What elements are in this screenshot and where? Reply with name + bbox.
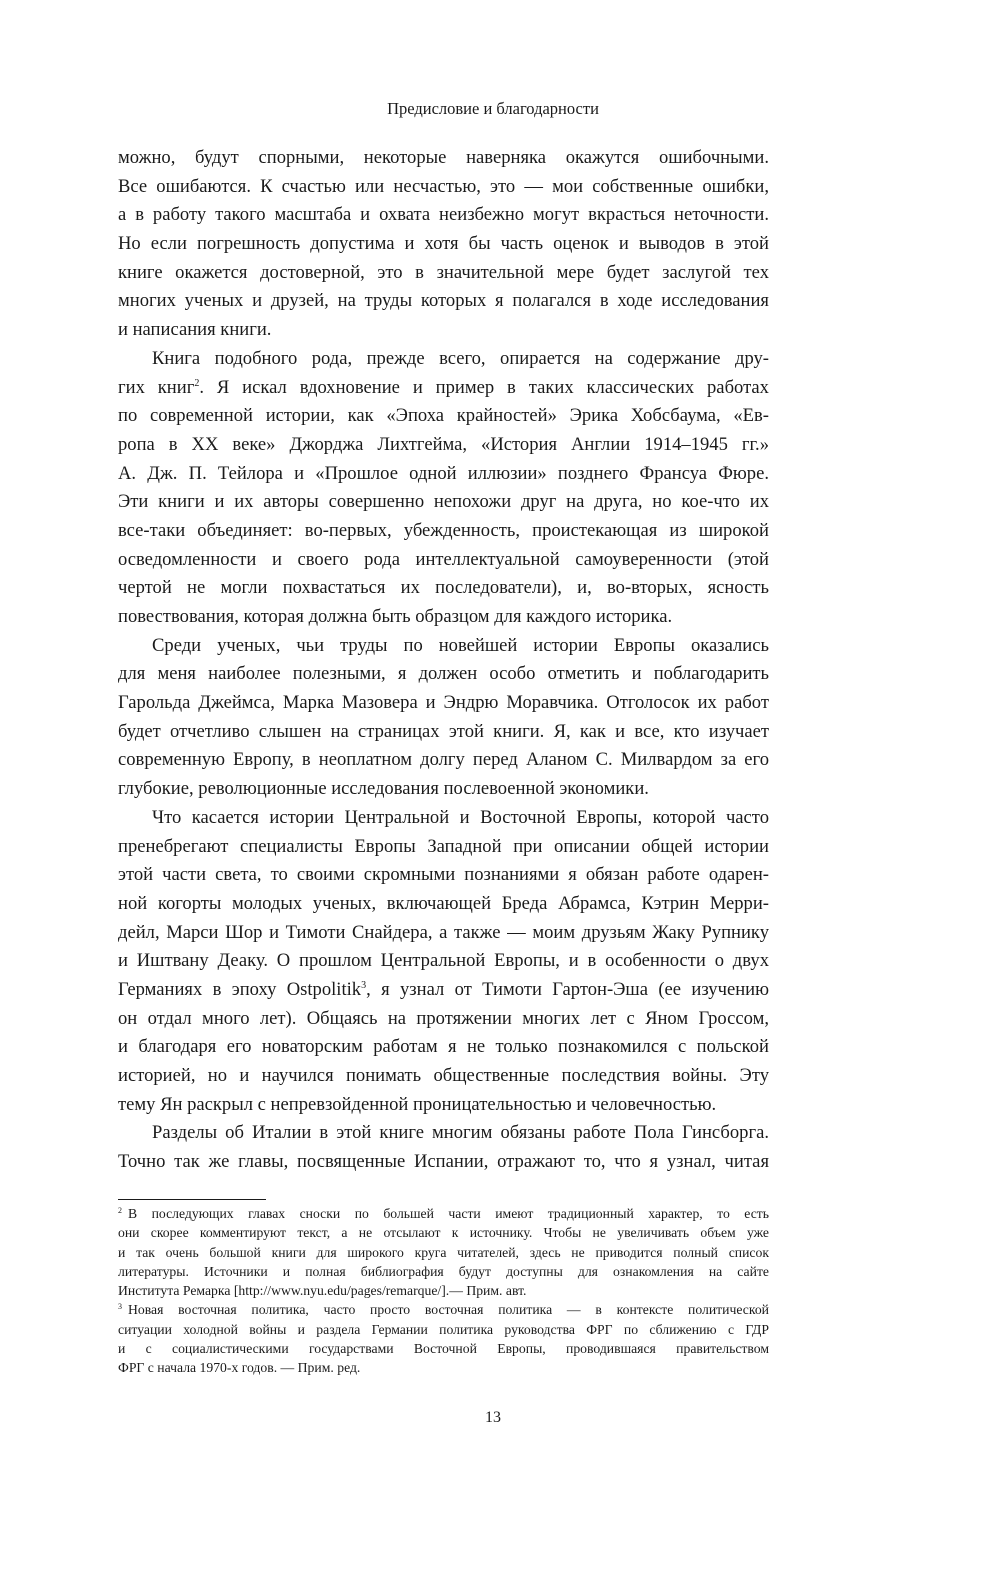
footnote-number: 2 bbox=[118, 1206, 122, 1215]
footnote-line: они скорее комментируют текст, а не отсылают к источнику. Чтобы не увеличивать объем уже bbox=[118, 1225, 769, 1241]
footnote-line: литературы. Источники и полная библиография будут доступны для ознакомления на сайте bbox=[118, 1263, 769, 1279]
text-line: ной когорты молодых ученых, включающей Бреда Абрамса, Кэтрин Мерри- bbox=[118, 892, 769, 914]
text-line: все-таки объединяет: во-первых, убежденность, проистекающая из широкой bbox=[118, 519, 769, 541]
footnote-number: 3 bbox=[118, 1302, 122, 1312]
text-line: этой части света, то своими скромными познаниями я обязан работе одарен- bbox=[118, 864, 769, 886]
text-line: тему Ян раскрыл с непревзойденной проницательностью и человечностью. bbox=[118, 1093, 717, 1115]
text-line: многих ученых и друзей, на труды которых я полагался в ходе исследования bbox=[118, 290, 769, 312]
text-line: и благодаря его новаторским работам я не только познакомился с польской bbox=[118, 1036, 769, 1058]
text-line: Все ошибаются. К счастью или несчастью, это — мои собственные ошибки, bbox=[118, 175, 769, 197]
text-line: пренебрегают специалисты Европы Западной при описании общей истории bbox=[118, 835, 769, 857]
footnote-separator bbox=[118, 1199, 266, 1200]
text-line: дейл, Марси Шор и Тимоти Снайдера, а также — моим друзьям Жаку Рупнику bbox=[118, 921, 769, 943]
running-head: Предисловие и благодарности bbox=[387, 99, 599, 118]
text-line: можно, будут спорными, некоторые наверняка окажутся ошибочными. bbox=[118, 147, 769, 168]
text-line: и Иштвану Деаку. О прошлом Центральной Европы, и в особенности о двух bbox=[118, 950, 769, 972]
footnote-line: $^2$ В последующих главах сноски по большей части имеют традиционный характер, то есть bbox=[118, 1206, 769, 1221]
text-line: Разделы об Италии в этой книге многим обязаны работе Пола Гинсборга. bbox=[152, 1122, 769, 1144]
text-line: Точно так же главы, посвященные Испании, отражают то, что я узнал, читая bbox=[118, 1151, 769, 1173]
footnote-line: и так очень большой книги для широкого круга читателей, здесь не приводится полный список bbox=[118, 1244, 769, 1260]
footnote-line: и с социалистическими государствами Восточной Европы, проводившаяся правительством bbox=[118, 1341, 769, 1357]
body-text bbox=[118, 144, 769, 1177]
text-line: глубокие, революционные исследования послевоенной экономики. bbox=[118, 778, 649, 800]
footnotes bbox=[118, 1204, 769, 1378]
text-line: и написания книги. bbox=[118, 319, 272, 341]
text-line: Эти книги и их авторы совершенно непохожи друг на друга, но кое-что их bbox=[118, 491, 769, 513]
footnote-ref: 2 bbox=[194, 377, 200, 389]
footnote-line: ФРГ с начала 1970-х годов. — Прим. ред. bbox=[118, 1360, 361, 1376]
text-line: гих книг$^2$. Я искал вдохновение и пример в таких классических работах bbox=[118, 376, 769, 398]
page-number: 13 bbox=[485, 1409, 501, 1426]
text-line: историей, но и научился понимать общественные последствия войны. Эту bbox=[118, 1065, 769, 1086]
text-line: А. Дж. П. Тейлора и «Прошлое одной иллюзии» позднего Франсуа Фюре. bbox=[118, 462, 769, 484]
text-line: книге окажется достоверной, это в значительной мере будет заслугой тех bbox=[118, 261, 769, 283]
text-line: по современной истории, как «Эпоха крайностей» Эрика Хобсбаума, «Ев- bbox=[118, 405, 769, 427]
text-line: будет отчетливо слышен на страницах этой книги. Я, как и все, кто изучает bbox=[118, 720, 769, 742]
footnote-line: Института Ремарка [http://www.nyu.edu/pages/remarque/].— Прим. авт. bbox=[118, 1283, 527, 1299]
text-line: Гарольда Джеймса, Марка Мазовера и Эндрю Моравчика. Отголосок их работ bbox=[118, 692, 769, 714]
text-line: для меня наиболее полезными, я должен особо отметить и поблагодарить bbox=[118, 663, 769, 685]
text-line: Германиях в эпоху Ostpolitik$^3$, я узнал от Тимоти Гартон-Эша (ее изучению bbox=[118, 978, 769, 1000]
text-line: Среди ученых, чьи труды по новейшей истории Европы оказались bbox=[152, 634, 769, 656]
text-line: чертой не могли похвастаться их последователи), и, во-вторых, ясность bbox=[118, 577, 769, 599]
footnote-line: ситуации холодной войны и раздела Германии политика руководства ФРГ по сближению с ГДР bbox=[118, 1321, 769, 1337]
footnote-ref: 3 bbox=[361, 979, 367, 991]
footnote-line: $^3$ Новая восточная политика, часто просто восточная политика — в контексте политической bbox=[118, 1302, 769, 1318]
text-line: Но если погрешность допустима и хотя бы часть оценок и выводов в этой bbox=[118, 233, 769, 255]
text-line: а в работу такого масштаба и охвата неизбежно могут вкрасться неточности. bbox=[118, 204, 769, 226]
text-line: современную Европу, в неоплатном долгу перед Аланом С. Милвардом за его bbox=[118, 749, 769, 771]
text-line: ропа в XX веке» Джорджа Лихтгейма, «История Англии 1914–1945 гг.» bbox=[118, 433, 769, 455]
text-line: он отдал много лет). Общаясь на протяжении многих лет с Яном Гроссом, bbox=[118, 1007, 769, 1029]
text-line: Что касается истории Центральной и Восточной Европы, которой часто bbox=[152, 806, 769, 828]
text-line: Книга подобного рода, прежде всего, опирается на содержание дру- bbox=[152, 347, 769, 369]
text-line: повествования, которая должна быть образцом для каждого историка. bbox=[118, 606, 673, 627]
text-line: осведомленности и своего рода интеллектуальной самоуверенности (этой bbox=[118, 548, 769, 570]
